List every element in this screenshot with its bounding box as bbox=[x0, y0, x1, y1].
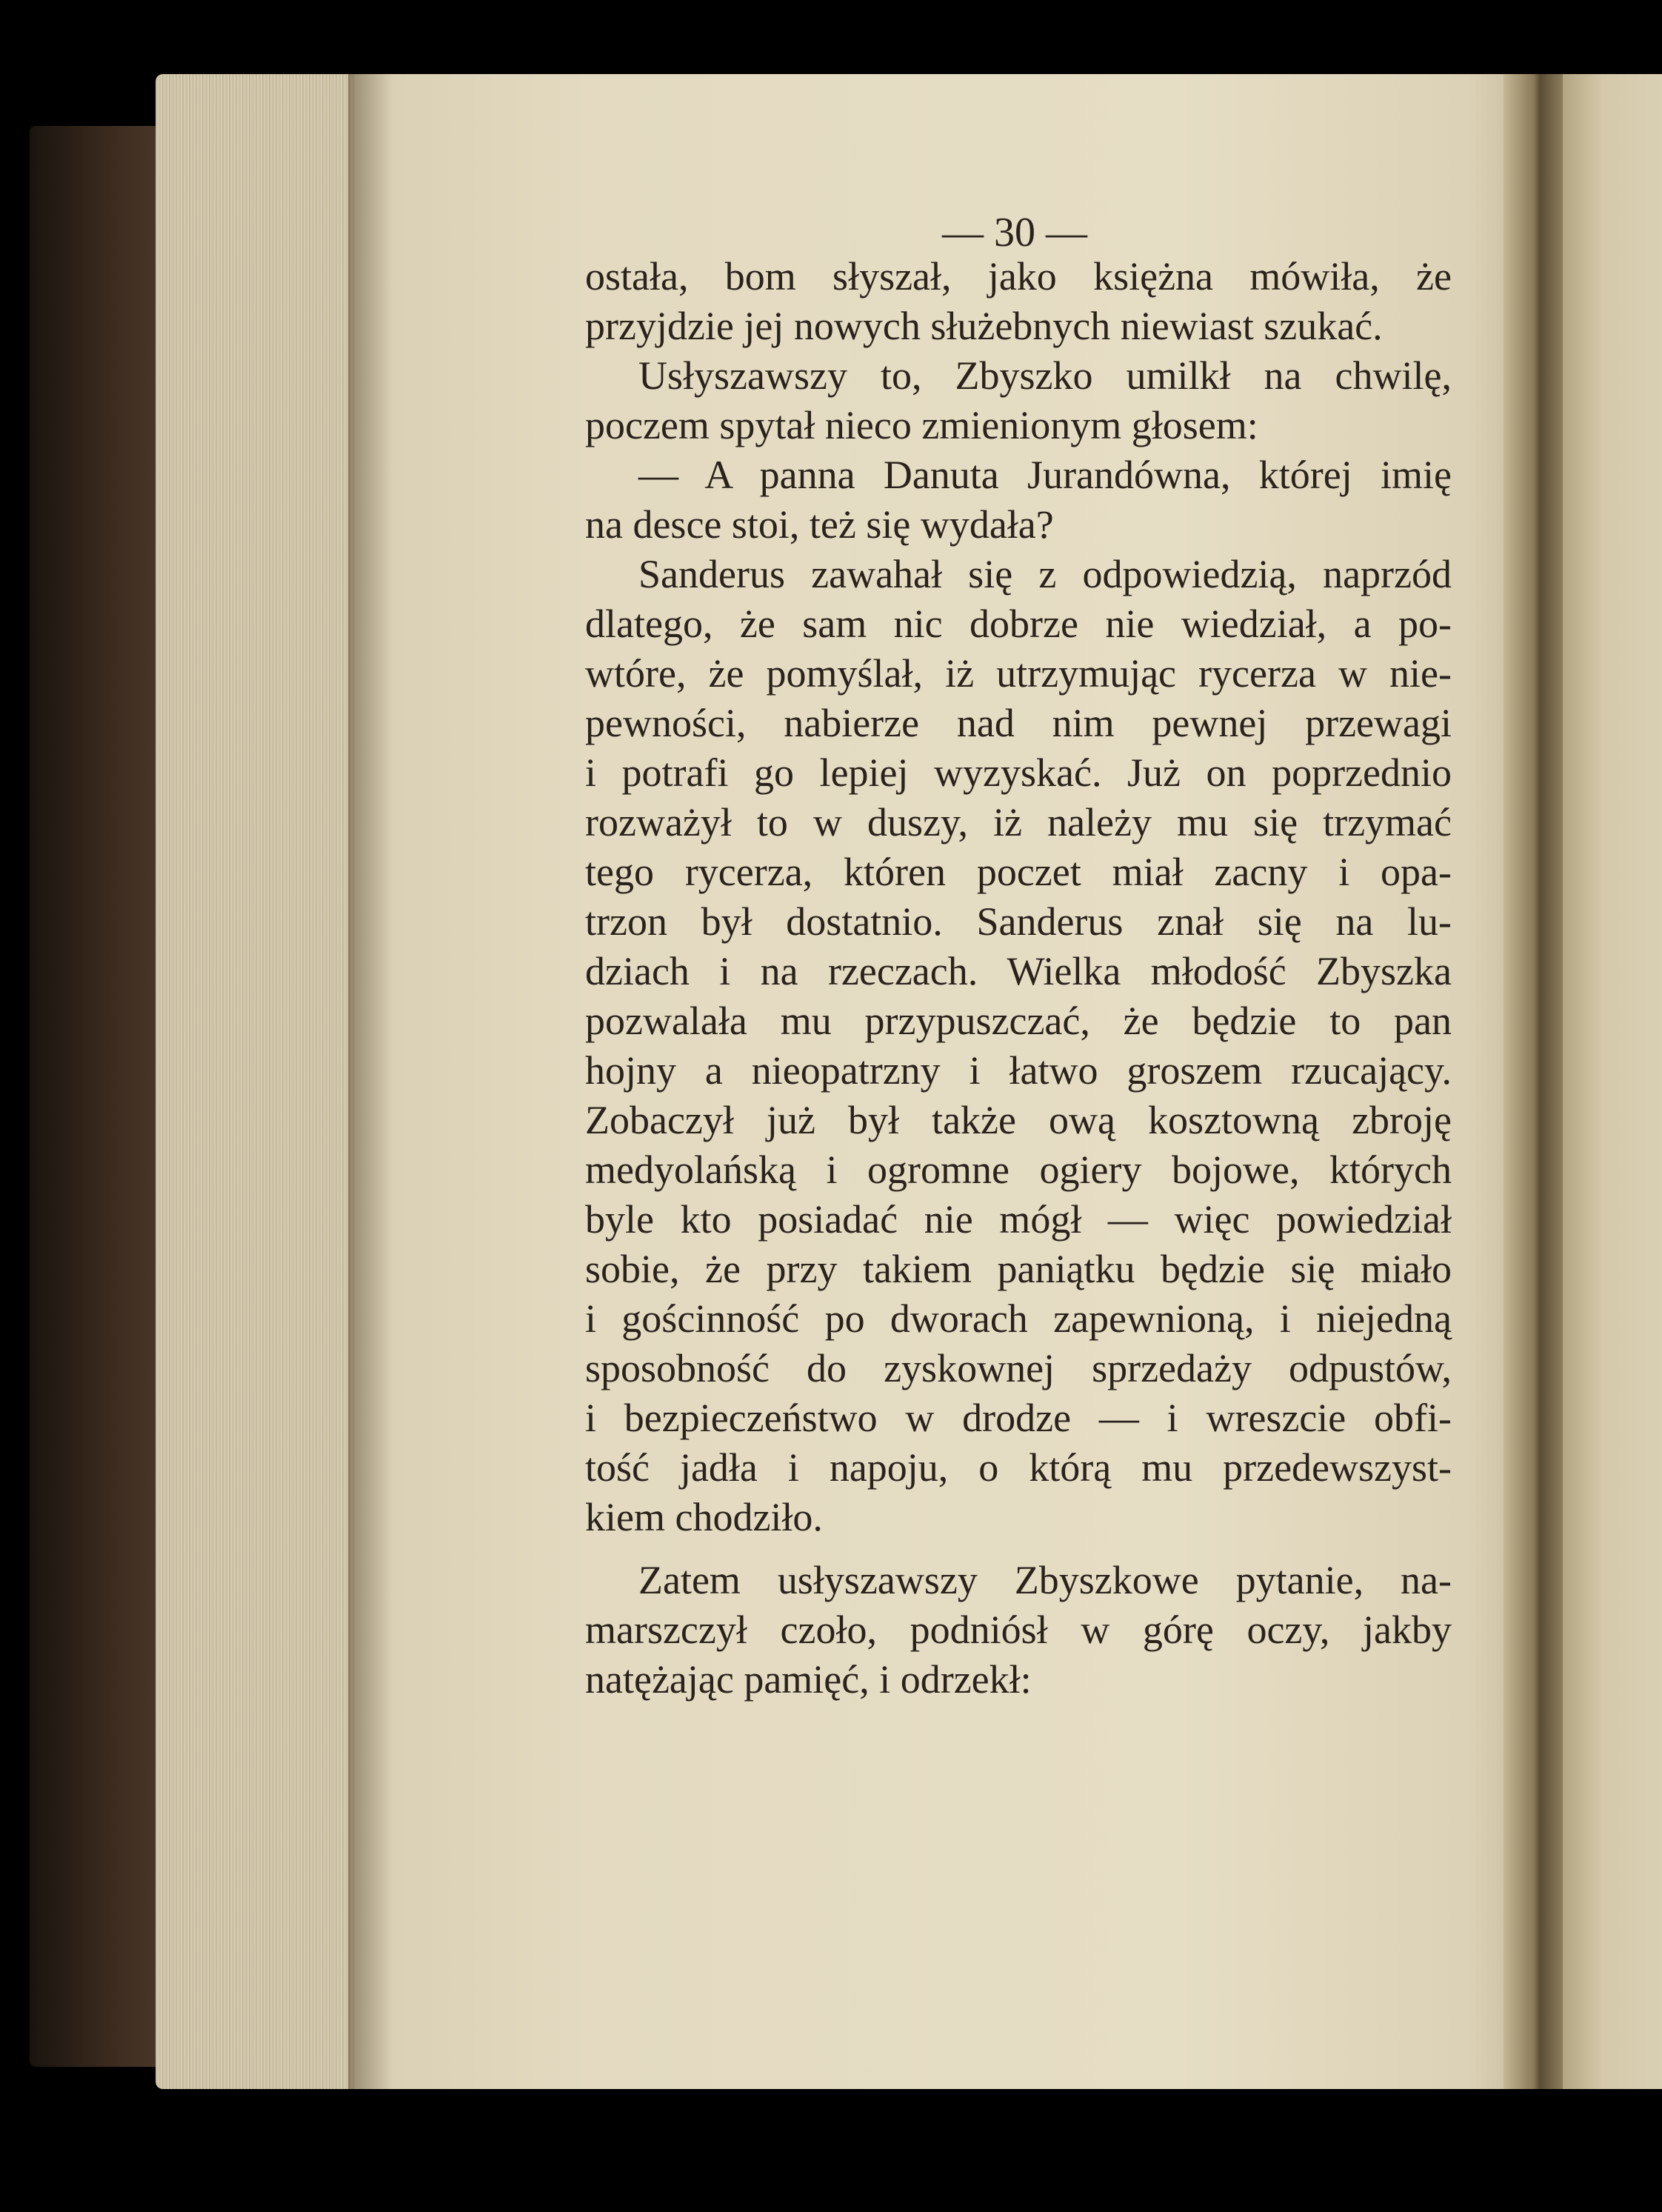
text-line: marszczył czoło, podniósł w górę oczy, jakby bbox=[585, 1608, 1452, 1652]
text-line: tość jadła i napoju, o którą mu przedewszyst- bbox=[585, 1445, 1452, 1490]
text-line: i bezpieczeństwo w drodze — i wreszcie obfi- bbox=[585, 1396, 1452, 1440]
text-line: sobie, że przy takiem paniątku będzie się miało bbox=[585, 1247, 1452, 1291]
text-line: hojny a nieopatrzny i łatwo groszem rzucający. bbox=[585, 1048, 1452, 1093]
text-line: przyjdzie jej nowych służebnych niewiast szukać. bbox=[585, 304, 1383, 348]
text-line: Sanderus zawahał się z odpowiedzią, naprzód bbox=[638, 552, 1452, 596]
text-line: i gościnność po dworach zapewnioną, i niejedną bbox=[585, 1296, 1452, 1341]
text-line: pewności, nabierze nad nim pewnej przewagi bbox=[585, 701, 1452, 745]
book-gutter bbox=[1504, 74, 1570, 2089]
text-line: pozwalała mu przypuszczać, że będzie to pan bbox=[585, 999, 1452, 1043]
text-line: trzon był dostatnio. Sanderus znał się na lu- bbox=[585, 899, 1452, 944]
page-edges bbox=[156, 74, 378, 2089]
text-line: poczem spytał nieco zmienionym głosem: bbox=[585, 403, 1258, 447]
page-text bbox=[585, 252, 1452, 1705]
text-line: medyolańską i ogromne ogiery bojowe, których bbox=[585, 1147, 1452, 1192]
page-shadow bbox=[348, 74, 393, 2089]
page-number: — 30 — bbox=[942, 210, 1087, 256]
text-line: dlatego, że sam nic dobrze nie wiedział, a po- bbox=[585, 602, 1452, 646]
paragraph-gap bbox=[585, 1542, 1452, 1556]
text-line: i potrafi go lepiej wyzyskać. Już on poprzednio bbox=[585, 750, 1452, 795]
text-line: — A panna Danuta Jurandówna, której imię bbox=[638, 453, 1452, 497]
text-line: tego rycerza, któren poczet miał zacny i opa- bbox=[585, 850, 1452, 894]
text-line: byle kto posiadać nie mógł — więc powiedział bbox=[585, 1197, 1452, 1242]
text-line: sposobność do zyskownej sprzedaży odpustów, bbox=[585, 1346, 1452, 1390]
text-line: natężając pamięć, i odrzekł: bbox=[585, 1657, 1032, 1702]
text-line: Zatem usłyszawszy Zbyszkowe pytanie, na- bbox=[638, 1558, 1452, 1602]
text-line: kiem chodziło. bbox=[585, 1495, 823, 1539]
text-line: ostała, bom słyszał, jako księżna mówiła, że bbox=[585, 254, 1452, 299]
text-line: Zobaczył już był także ową kosztowną zbroję bbox=[585, 1098, 1452, 1142]
text-line: na desce stoi, też się wydała? bbox=[585, 502, 1054, 547]
text-line: rozważył to w duszy, iż należy mu się trzymać bbox=[585, 800, 1452, 845]
text-line: wtóre, że pomyślał, iż utrzymując rycerza w nie- bbox=[585, 651, 1452, 696]
facing-page bbox=[1563, 74, 1662, 2089]
text-line: Usłyszawszy to, Zbyszko umilkł na chwilę, bbox=[638, 353, 1452, 398]
text-line: dziach i na rzeczach. Wielka młodość Zbyszka bbox=[585, 949, 1452, 993]
